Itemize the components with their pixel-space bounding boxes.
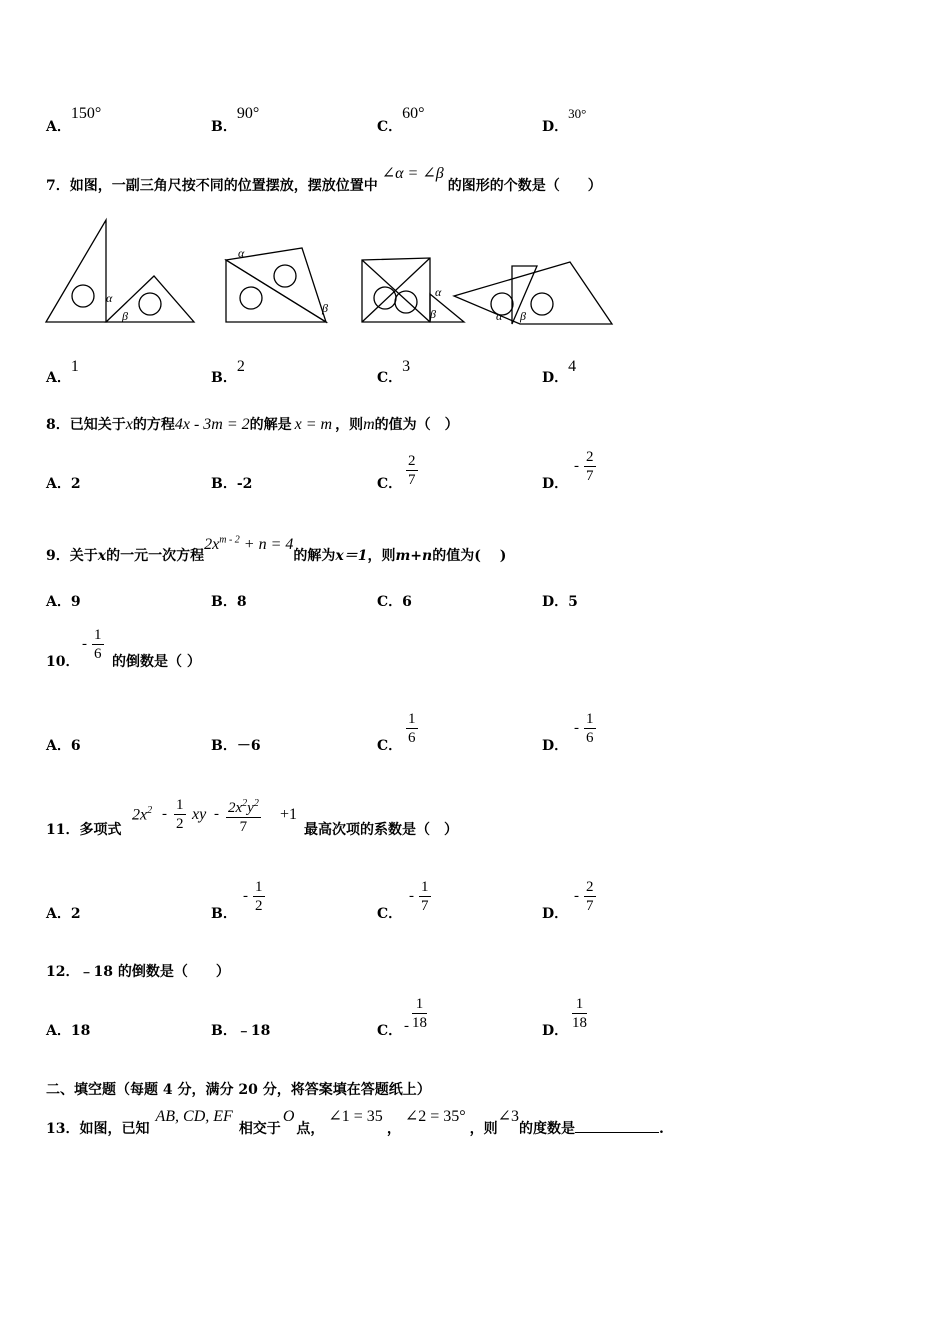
q9-option-b: B．8: [211, 594, 247, 610]
q11-fraction2: $\frac{2x^2y^2}{7}$: [226, 795, 261, 836]
q9-option-d: D．5: [542, 594, 578, 610]
svg-text:β: β: [122, 309, 128, 323]
q11-option-b: B．: [211, 906, 237, 922]
q8-option-c-fraction: $\frac{2}{7}$: [408, 453, 416, 488]
q11-text: 最高次项的系数是（ ）: [304, 822, 458, 838]
q11-minus2: -: [214, 806, 219, 822]
q8-stem: 8．已知关于x的方程4x - 3m = 2的解是 x = m ，则m的值为（ ）: [46, 416, 459, 433]
q10-option-c: C．: [377, 738, 403, 754]
q12-stem: 12．﹣18 的倒数是（ ）: [46, 964, 230, 980]
q12-option-c-fraction: $\frac{1}{18}$: [412, 996, 427, 1031]
q13-answer-blank[interactable]: [575, 1118, 659, 1133]
q10-num: 10．: [46, 654, 80, 670]
q10-option-b: B．－6: [211, 738, 261, 754]
svg-text:β: β: [322, 301, 328, 315]
q8-option-d-fraction: $\frac{2}{7}$: [586, 449, 594, 484]
q9-option-a: A．9: [46, 594, 81, 610]
q6-option-c: C．60°: [377, 105, 425, 135]
q12-option-b: B．﹣18: [211, 1023, 271, 1039]
section-title: 二、填空题（每题 4 分，满分 20 分，将答案填在答题纸上）: [46, 1082, 431, 1098]
q7-option-a: A．1: [46, 358, 79, 386]
q8-option-a: A．2: [46, 476, 81, 492]
q11-option-d: D．: [542, 906, 569, 922]
q10-option-d-fraction: $\frac{1}{6}$: [586, 711, 594, 746]
q11-option-b-sign: -: [243, 888, 248, 904]
q9-option-c: C．6: [377, 594, 412, 610]
q6-option-d: D．30°: [542, 106, 587, 135]
q12-option-d-fraction: $\frac{1}{18}$: [572, 996, 587, 1031]
q11-term3: +1: [280, 806, 298, 823]
q11-option-c-sign: -: [409, 888, 414, 904]
q13-stem: 13．如图，已知AB, CD, EF相交于O点，∠1 = 35，∠2 = 35°，则∠3的度数是 .: [46, 1108, 664, 1137]
q7-stem: 7．如图，一副三角尺按不同的位置摆放，摆放位置中∠α = ∠β的图形的个数是（ ）: [46, 165, 602, 194]
q11-term2: xy: [192, 806, 207, 823]
q11-option-a: A．2: [46, 906, 81, 922]
q11-intro: 11．多项式: [46, 822, 122, 838]
q12-option-d: D．: [542, 1023, 569, 1039]
q8-option-d-sign: -: [574, 458, 579, 474]
svg-text:α: α: [496, 309, 503, 323]
q8-option-d: D．: [542, 476, 569, 492]
q6-option-a: A．150°: [46, 105, 102, 135]
svg-text:α: α: [106, 291, 113, 305]
svg-text:α: α: [238, 246, 245, 260]
q9-stem: 9．关于x的一元一次方程$2x^{m - 2} + n = 4$的解为x＝1，则m+n的值为( ): [46, 534, 507, 564]
q11-option-c: C．: [377, 906, 403, 922]
q7-option-d: D．4: [542, 358, 577, 386]
q10-sign: -: [82, 636, 87, 652]
q11-option-d-sign: -: [574, 888, 579, 904]
q11-option-c-fraction: $\frac{1}{7}$: [421, 879, 429, 914]
q10-fraction: $\frac{1}{6}$: [94, 627, 102, 662]
q11-fraction1: $\frac{1}{2}$: [176, 797, 184, 832]
q6-option-b: B．90°: [211, 105, 260, 135]
q12-option-a: A．18: [46, 1023, 91, 1039]
q10-option-a: A．6: [46, 738, 81, 754]
q7-option-c: C．3: [377, 358, 411, 386]
q7-option-b: B．2: [211, 358, 245, 386]
q11-option-b-fraction: $\frac{1}{2}$: [255, 879, 263, 914]
q11-option-d-fraction: $\frac{2}{7}$: [586, 879, 594, 914]
q7-angle-eq: ∠α = ∠β: [381, 165, 444, 182]
q10-option-c-fraction: $\frac{1}{6}$: [408, 711, 416, 746]
q12-option-c: C．: [377, 1023, 403, 1039]
q8-option-c: C．: [377, 476, 403, 492]
svg-text:β: β: [430, 307, 436, 321]
fig1-triangle-30: [46, 220, 106, 322]
q11-minus1: -: [162, 806, 167, 822]
svg-text:β: β: [520, 309, 526, 323]
q11-term1: $2x^2$: [132, 805, 153, 824]
q12-option-c-sign: -: [404, 1018, 409, 1034]
q8-option-b: B．-2: [211, 476, 253, 492]
svg-text:α: α: [435, 285, 442, 299]
q7-figure: [40, 212, 620, 332]
q10-option-d: D．: [542, 738, 569, 754]
q10-text: 的倒数是（ ）: [112, 654, 201, 670]
q10-option-d-sign: -: [574, 720, 579, 736]
